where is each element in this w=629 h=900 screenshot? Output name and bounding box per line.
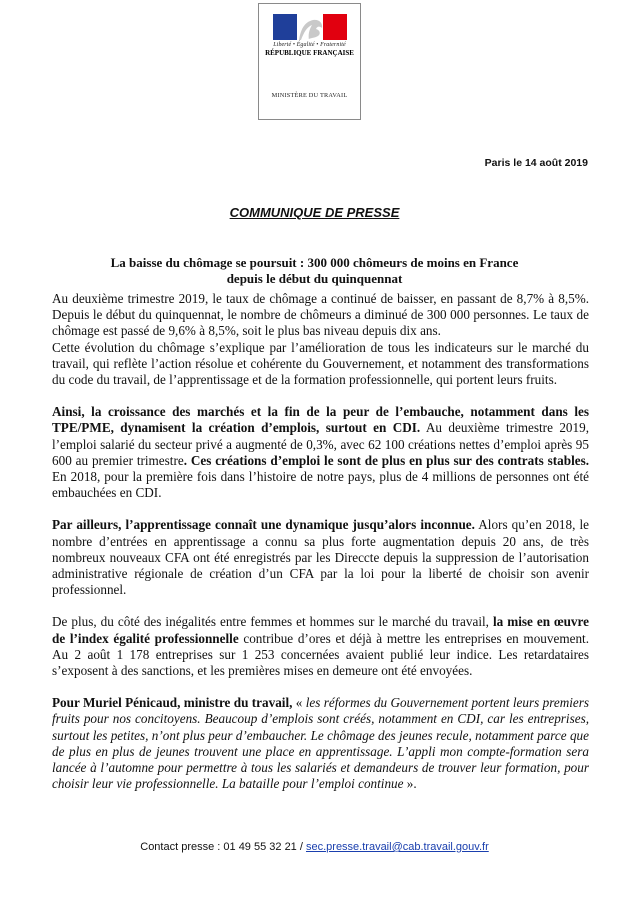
- press-contact-email-link[interactable]: sec.presse.travail@cab.travail.gouv.fr: [305, 841, 489, 853]
- press-contact-label: Contact presse : 01 49 55 32 21 /: [140, 841, 306, 853]
- press-release-body: [52, 291, 589, 792]
- paragraph-4-bold-1: la mise en œuvre de l’index égalité professionnelle: [52, 614, 589, 646]
- paragraph-4: [52, 614, 589, 679]
- paragraph-1-sentence-1: Au deuxième trimestre 2019, le taux de chômage a continué de baisser, en passant de 8,7% à 8,5%.: [52, 291, 589, 306]
- press-contact: [0, 841, 629, 853]
- french-flag-icon: [273, 14, 347, 40]
- headline: [90, 255, 539, 287]
- paragraph-2-text-1: Au deuxième trimestre 2019, l’emploi salarié du secteur privé a augmenté de 0,3%, avec 62 100 créations nettes d’emploi après 95 600 au premier trimestre: [52, 420, 589, 468]
- ministry-name: MINISTÈRE DU TRAVAIL: [271, 92, 348, 99]
- headline-line-1: La baisse du chômage se poursuit : 300 000 chômeurs de moins en France: [110, 255, 519, 270]
- paragraph-1-sentence-3: Cette évolution du chômage s’explique par l’amélioration de tous les indicateurs sur le marché du travail, qui reflète l’action résolue et cohérente du Gouvernement, et notamment des transformations du code du travail, de l’apprentissage et de la formation professionnelle, qui portent leurs fruits.: [52, 339, 589, 388]
- paragraph-3-bold-1: Par ailleurs, l’apprentissage connaît une dynamique jusqu’alors inconnue.: [52, 517, 475, 533]
- paragraph-4-text-1: De plus, du côté des inégalités entre femmes et hommes sur le marché du travail,: [52, 614, 493, 630]
- paragraph-1: [52, 291, 589, 388]
- paragraph-5-text-2: ».: [403, 776, 417, 792]
- paragraph-4-text-2: contribue d’ores et déjà à mettre les entreprises en mouvement. Au 2 août 1 178 entreprises sur 1 253 concernées avaient publié leur indice. Les retardataires s’exposent à des sanctions, et les premières mises en demeure ont été envoyées.: [52, 630, 589, 679]
- paragraph-2-bold-2: . Ces créations d’emploi le sont de plus en plus sur des contrats stables.: [183, 452, 590, 468]
- paragraph-1-sentence-2: Depuis le début du quinquennat, le nombre de chômeurs a diminué de 300 000 personnes. Le taux de chômage est passé de 9,6% à 8,5%, soit le plus bas niveau depuis dix ans.: [52, 307, 589, 339]
- document-date: Paris le 14 août 2019: [484, 157, 588, 169]
- paragraph-2-bold-1: Ainsi, la croissance des marchés et la fin de la peur de l’embauche, notamment dans les TPE/PME, dynamisent la création d’emplois, surtout en CDI.: [52, 404, 589, 436]
- paragraph-2: [52, 404, 589, 501]
- paragraph-5-text-1: «: [292, 695, 303, 711]
- marianne-logo-block: [258, 3, 361, 120]
- document-title: COMMUNIQUE DE PRESSE: [229, 205, 400, 220]
- paragraph-5-quote-text: les réformes du Gouvernement portent leurs premiers fruits pour nos concitoyens. Beaucoup d’emplois sont créés, notamment en CDI, car les entreprises, surtout les petites, n’ont plus peur d’embaucher. Le chômage des jeunes recule, notamment parce que de plus en plus de jeunes trouvent une place en apprentissage. L’appli mon compte-formation sera lancée à l’automne pour permettre à tous les salariés et demandeurs de trouver leur formation, pour choisir leur vie professionnelle. La bataille pour l’emploi continue: [52, 695, 590, 792]
- paragraph-3: [52, 517, 589, 598]
- paragraph-5-quote: [52, 695, 589, 792]
- republique-francaise-label: RÉPUBLIQUE FRANÇAISE: [265, 49, 354, 57]
- paragraph-5-bold-1: Pour Muriel Pénicaud, ministre du travail,: [52, 695, 293, 711]
- headline-line-2: depuis le début du quinquennat: [226, 271, 403, 286]
- paragraph-2-text-2: En 2018, pour la première fois dans l’histoire de notre pays, plus de 4 millions de personnes ont été embauchées en CDI.: [52, 469, 589, 501]
- republic-motto: Liberté • Égalité • Fraternité: [273, 42, 346, 48]
- paragraph-3-text-1: Alors qu’en 2018, le nombre d’entrées en apprentissage a connu sa plus forte augmentation depuis 20 ans, de très nombreux nouveaux CFA ont été enregistrés par les Direccte depuis la suppression de l’autorisation administrative régionale de création d’un CFA par la loi pour la liberté de choisir son avenir professionnel.: [52, 517, 589, 598]
